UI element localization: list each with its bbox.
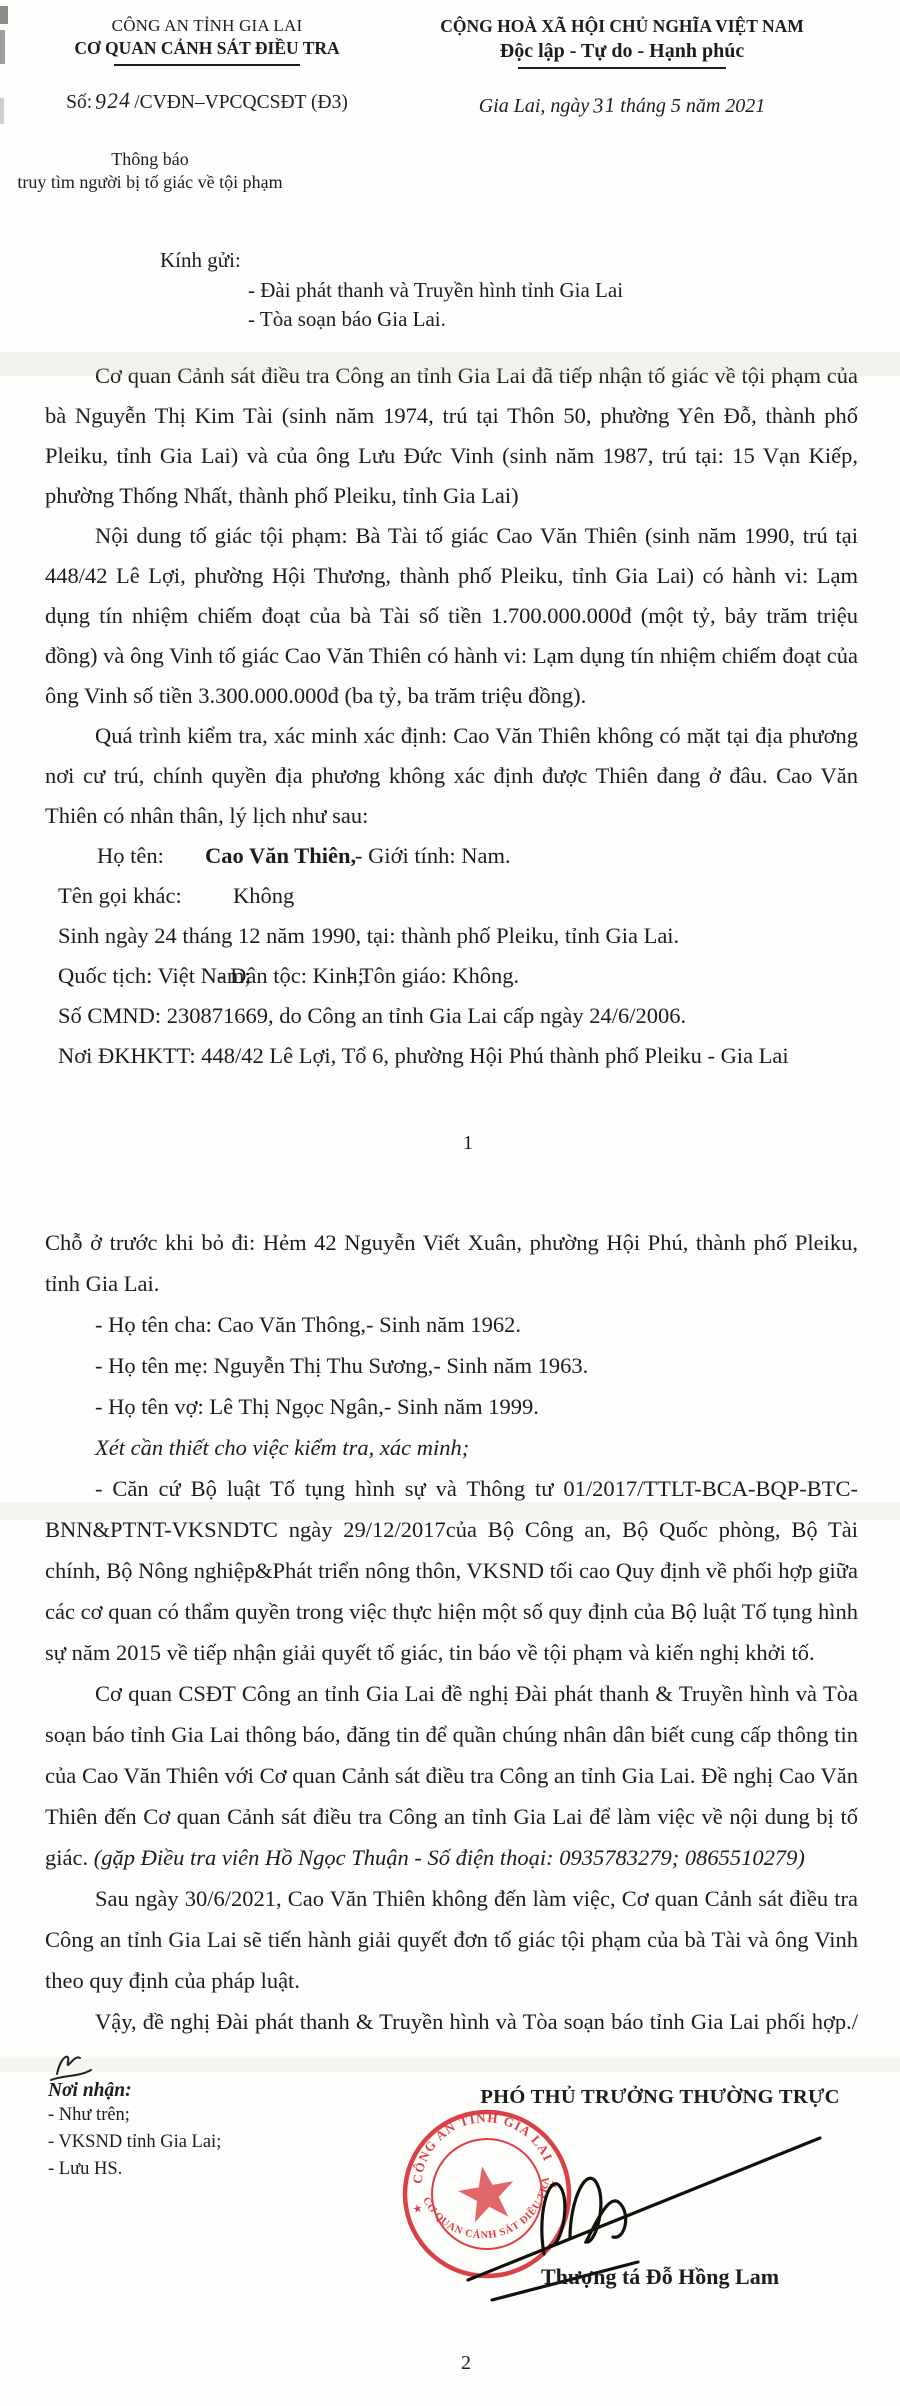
- date-prefix: Gia Lai, ngày: [478, 95, 590, 117]
- alias-value: Không: [233, 883, 295, 908]
- recipient-item: - Đài phát thanh và Truyền hình tỉnh Gia Lai: [248, 278, 624, 302]
- gender-value: - Giới tính: Nam.: [355, 843, 511, 868]
- title-line1: Thông báo: [111, 149, 189, 169]
- seal-star-left: ★: [411, 2202, 424, 2217]
- family-row-father: [95, 1304, 858, 1345]
- info-row-nationality: [45, 956, 858, 996]
- document-number-suffix: /CVĐN–VPCQCSĐT (Đ3): [134, 92, 348, 113]
- page2-body: [0, 1222, 900, 2083]
- distribution-item: - Lưu HS.: [48, 2159, 123, 2179]
- scan-artifact-edge: [0, 98, 4, 124]
- title-line2: truy tìm người bị tố giác về tội phạm: [17, 172, 283, 192]
- ethnicity-value: - Dân tộc: Kinh;: [217, 963, 364, 988]
- page2-number: 2: [461, 2352, 471, 2374]
- info-row-birth: Sinh ngày 24 tháng 12 năm 1990, tại: thành phố Pleiku, tỉnh Gia Lai.: [58, 923, 680, 948]
- religion-value: - Tôn giáo: Không.: [347, 963, 520, 988]
- salutation-label: Kính gửi:: [160, 248, 241, 272]
- info-row-residence: Nơi ĐKHKTT: 448/42 Lê Lợi, Tổ 6, phường Hội Phú thành phố Pleiku - Gia Lai: [58, 1043, 789, 1068]
- day-handwritten: 31: [592, 92, 617, 118]
- distribution-label: Nơi nhận:: [48, 2080, 132, 2101]
- mother-birth: - Sinh năm 1963.: [433, 1353, 589, 1378]
- family-row-mother: [95, 1345, 858, 1386]
- family-row-wife: [95, 1386, 858, 1427]
- wife-name: - Họ tên vợ: Lê Thị Ngọc Ngân,: [95, 1394, 384, 1419]
- agency-name: CƠ QUAN CẢNH SÁT ĐIỀU TRA: [74, 38, 340, 58]
- closing-text: Vậy, đề nghị Đài phát thanh & Truyền hình và Tòa soạn báo tỉnh Gia Lai phối hợp./: [95, 2009, 858, 2034]
- national-motto-block: [372, 16, 872, 118]
- mother-name: - Họ tên mẹ: Nguyễn Thị Thu Sương,: [95, 1353, 434, 1378]
- wife-birth: - Sinh năm 1999.: [383, 1394, 539, 1419]
- nationality-value: Quốc tịch: Việt Nam;: [58, 963, 251, 988]
- seal-top-text: CÔNG AN TỈNH GIA LAI: [409, 2110, 557, 2185]
- salutation-block: [160, 248, 900, 334]
- document-number-handwritten: 924: [94, 87, 132, 114]
- paragraph: Quá trình kiểm tra, xác minh xác định: Cao Văn Thiên không có mặt tại địa phương nơi cư trú, chính quyền địa phương không xác định được Thiên đang ở đâu. Cao Văn Thiên có nhân thân, lý lịch như sau:: [45, 723, 858, 828]
- document-title: [0, 148, 300, 194]
- info-row-name: [45, 836, 858, 876]
- agency-parent-name: CÔNG AN TỈNH GIA LAI: [111, 16, 303, 35]
- scan-artifact-edge: [0, 30, 5, 64]
- request-text: Cơ quan CSĐT Công an tỉnh Gia Lai đề nghị Đài phát thanh & Truyền hình và Tòa soạn báo tỉnh Gia Lai thông báo, đăng tin để quần chúng nhân dân biết cung cấp thông tin của Cao Văn Thiên với Cơ quan Cảnh sát điều tra Công an tỉnh Gia Lai. Đề nghị Cao Văn Thiên đến Cơ quan Cảnh sát điều tra Công an tỉnh Gia Lai để làm việc về nội dung bị tố giác.: [45, 1681, 858, 1870]
- paragraph: Cơ quan Cảnh sát điều tra Công an tỉnh Gia Lai đã tiếp nhận tố giác về tội phạm của bà Nguyễn Thị Kim Tài (sinh năm 1974, trú tại Thôn 50, phường Yên Đỗ, thành phố Pleiku, tỉnh Gia Lai) và của ông Lưu Đức Vinh (sinh năm 1987, trú tại: 15 Vạn Kiếp, phường Thống Nhất, thành phố Pleiku, tỉnh Gia Lai): [45, 363, 858, 508]
- investigator-contact: (gặp Điều tra viên Hồ Ngọc Thuận - Số điện thoại: 0935783279; 0865510279): [93, 1845, 805, 1870]
- signer-name: Thượng tá Đỗ Hồng Lam: [540, 2264, 780, 2289]
- info-row-alias: [45, 876, 858, 916]
- paragraph-residence-before: Chỗ ở trước khi bỏ đi: Hẻm 42 Nguyễn Viết Xuân, phường Hội Phú, thành phố Pleiku, tỉnh Gia Lai.: [45, 1230, 858, 1296]
- signer-title: PHÓ THỦ TRƯỞNG THƯỜNG TRỰC: [480, 2086, 840, 2108]
- consideration-line: Xét cần thiết cho việc kiểm tra, xác minh;: [95, 1435, 470, 1460]
- page1-number: 1: [463, 1132, 473, 1154]
- seal-star-right: ★: [547, 2178, 560, 2193]
- place-date-line: [372, 93, 872, 118]
- info-row-idcard: Số CMND: 230871669, do Công an tỉnh Gia Lai cấp ngày 24/6/2006.: [58, 1003, 687, 1028]
- signature-block: [0, 2064, 900, 2406]
- document-number-line: [42, 88, 372, 114]
- recipient-item: - Tòa soạn báo Gia Lai.: [248, 307, 446, 331]
- alias-label: Tên gọi khác:: [58, 883, 182, 908]
- document-number-prefix: Số:: [66, 92, 93, 113]
- distribution-item: - Như trên;: [48, 2105, 130, 2125]
- document-header: [0, 0, 900, 118]
- issuing-agency-block: [42, 16, 372, 118]
- national-motto: Độc lập - Tự do - Hạnh phúc: [499, 40, 745, 62]
- date-suffix: tháng 5 năm 2021: [620, 95, 766, 117]
- paragraph-request: [45, 1673, 858, 1878]
- scan-artifact-edge: [0, 6, 8, 24]
- page1-body: [45, 356, 858, 836]
- distribution-list: [48, 2080, 221, 2183]
- motto-divider: [518, 67, 726, 69]
- header-divider: [114, 64, 300, 66]
- seal-bottom-text: CƠ QUAN CẢNH SÁT ĐIỀU TRA: [420, 2175, 553, 2242]
- father-birth: - Sinh năm 1962.: [366, 1312, 521, 1337]
- paragraph: Nội dung tố giác tội phạm: Bà Tài tố giác Cao Văn Thiên (sinh năm 1990, trú tại 448/42 Lê Lợi, phường Hội Thương, thành phố Pleiku, tỉnh Gia Lai) có hành vi: Lạm dụng tín nhiệm chiếm đoạt của bà Tài số tiền 1.700.000.000đ (một tỷ, bảy trăm triệu đồng) và ông Vinh tố giác Cao Văn Thiên có hành vi: Lạm dụng tín nhiệm chiếm đoạt của ông Vinh số tiền 3.300.000.000đ (ba tỷ, ba trăm triệu đồng).: [45, 523, 858, 708]
- paragraph-legal-basis: - Căn cứ Bộ luật Tố tụng hình sự và Thông tư 01/2017/TTLT-BCA-BQP-BTC-BNN&PTNT-VKSNDTC ngày 29/12/2017của Bộ Công an, Bộ Quốc phòng, Bộ Tài chính, Bộ Nông nghiệp&Phát triển nông thôn, VKSND tối cao Quy định về phối hợp giữa các cơ quan có thẩm quyền trong việc thực hiện một số quy định của Bộ luật Tố tụng hình sự năm 2015 về tiếp nhận giải quyết tố giác, tin báo về tội phạm và kiến nghị khởi tố.: [45, 1476, 858, 1665]
- paragraph-deadline: Sau ngày 30/6/2021, Cao Văn Thiên không đến làm việc, Cơ quan Cảnh sát điều tra Công an tỉnh Gia Lai sẽ tiến hành giải quyết đơn tố giác tội phạm của bà Tài và ông Vinh theo quy định của pháp luật.: [45, 1886, 858, 1993]
- father-name: - Họ tên cha: Cao Văn Thông,: [95, 1312, 366, 1337]
- name-value: Cao Văn Thiên,: [205, 843, 357, 868]
- distribution-item: - VKSND tỉnh Gia Lai;: [48, 2132, 222, 2152]
- name-label: Họ tên:: [97, 843, 164, 868]
- national-title: CỘNG HOÀ XÃ HỘI CHỦ NGHĨA VIỆT NAM: [440, 16, 804, 36]
